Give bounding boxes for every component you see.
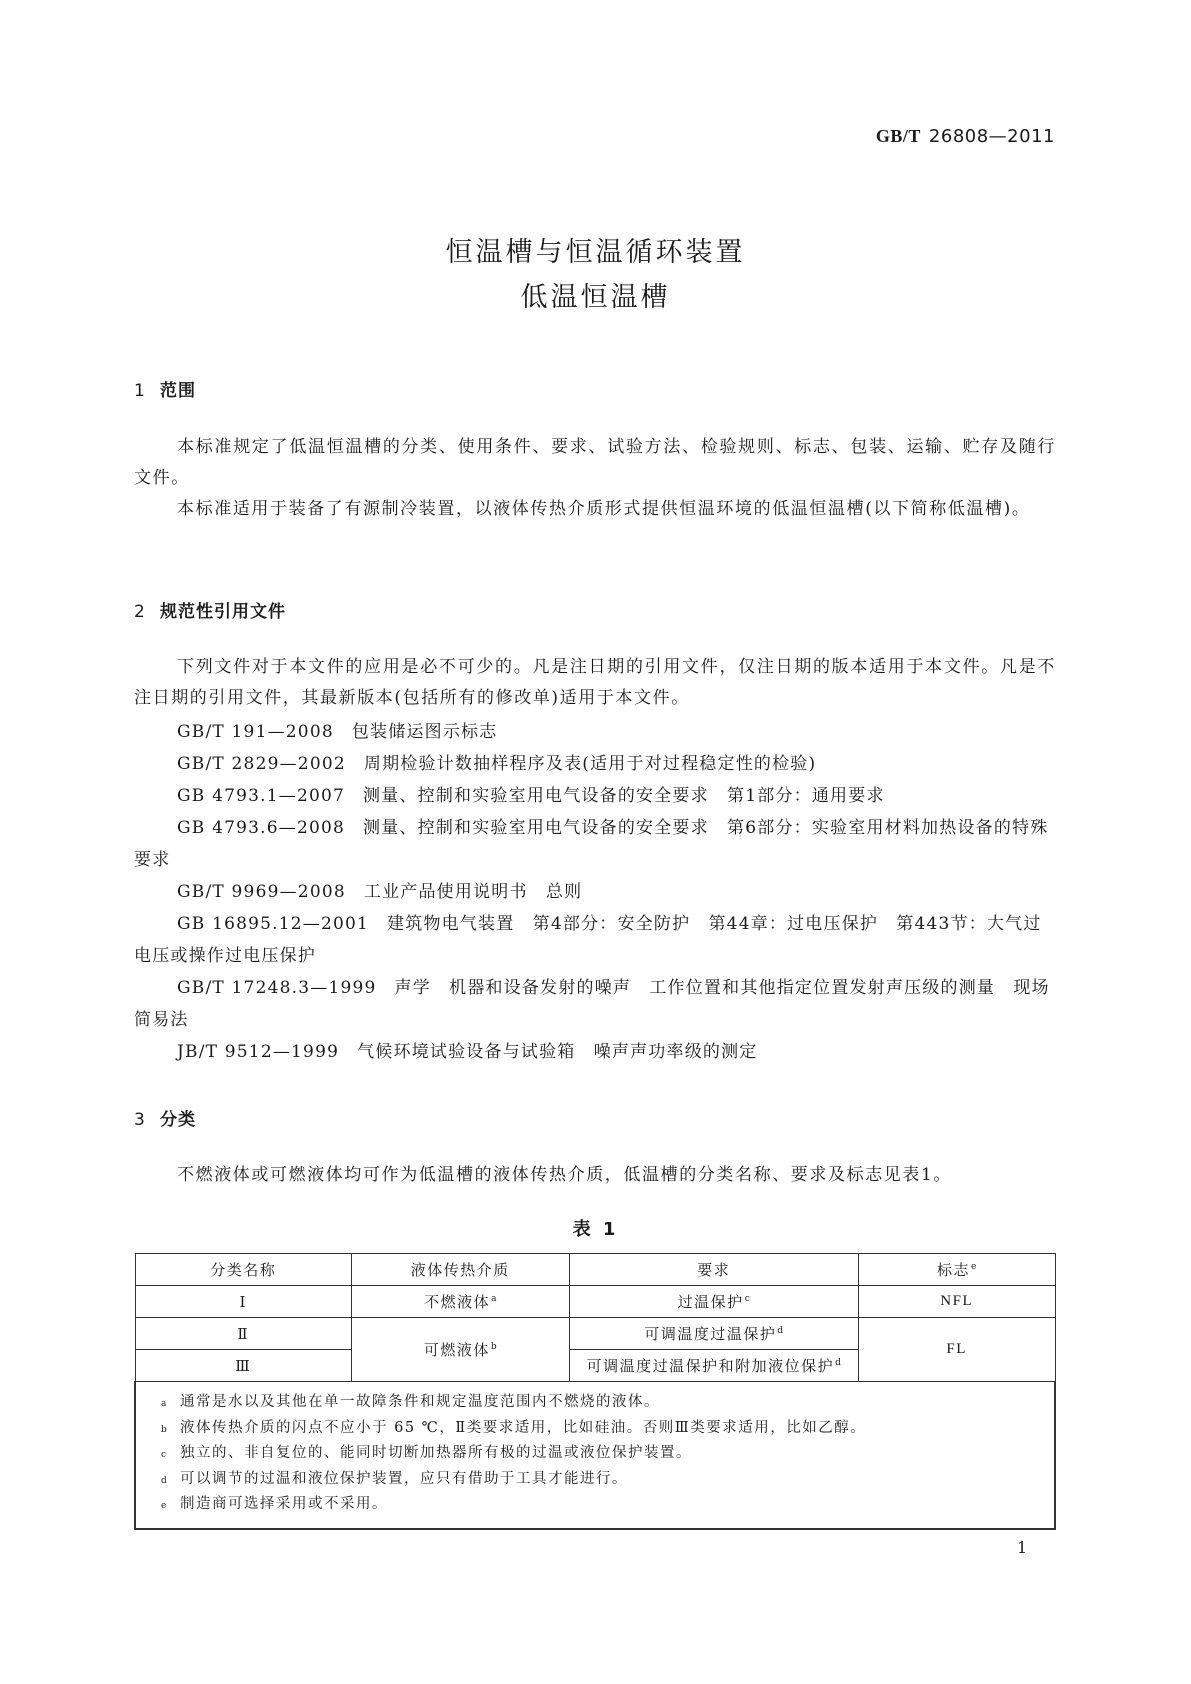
medium-cell: 不燃液体$^a$: [352, 1286, 570, 1318]
reference-code: GB 4793.1—2007: [177, 786, 346, 806]
table-note: e 制造商可选择采用或不采用。: [161, 1496, 388, 1512]
section-title: 分类: [160, 1110, 196, 1130]
reference-item: [134, 812, 1056, 876]
standard-prefix: GB/T: [875, 126, 921, 146]
requirement-cell: 可调温度过温保护$^d$: [569, 1318, 858, 1350]
reference-title: 建筑物电气装置 第4部分：安全防护 第44章：过电压保护 第443节：大气过电压或操作过电压保护: [134, 914, 1042, 966]
reference-title: 气候环境试验设备与试验箱 噪声声功率级的测定: [357, 1042, 758, 1062]
reference-code: GB 4793.6—2008: [177, 818, 346, 838]
reference-item: [134, 908, 1056, 972]
document-title-line-1: 恒温槽与恒温循环装置: [445, 237, 746, 268]
table-note: d 可以调节的过温和液位保护装置，应只有借助于工具才能进行。: [161, 1470, 628, 1487]
table-header-cell: 液体传热介质: [352, 1254, 570, 1286]
table-caption: 表 1: [572, 1219, 619, 1240]
table-row: [135, 1318, 1055, 1350]
reference-item: [134, 716, 1056, 748]
reference-code: GB/T 9969—2008: [177, 882, 346, 902]
section-number: 3: [134, 1110, 146, 1130]
reference-code: GB/T 191—2008: [177, 722, 334, 742]
reference-title: 声学 机器和设备发射的噪声 工作位置和其他指定位置发射声压级的测量 现场简易法: [134, 978, 1050, 1030]
footnote-mark: a: [491, 1294, 497, 1304]
table-header-cell: 分类名称: [135, 1254, 352, 1286]
reference-item: [134, 972, 1056, 1036]
medium-cell: 可燃液体$^b$: [352, 1318, 570, 1382]
table-note: a 通常是水以及其他在单一故障条件和规定温度范围内不燃烧的液体。: [161, 1394, 660, 1410]
section-number: 2: [134, 602, 146, 622]
mark-cell: NFL: [858, 1286, 1055, 1318]
reference-code: GB/T 17248.3—1999: [177, 978, 377, 998]
table-notes: [135, 1382, 1055, 1529]
footnote-mark: e: [971, 1262, 977, 1272]
section-number: 1: [134, 381, 146, 401]
footnote-mark: d: [777, 1326, 784, 1336]
reference-title: 测量、控制和实验室用电气设备的安全要求 第1部分：通用要求: [363, 786, 885, 806]
section-1-paragraph-1: 本标准规定了低温恒温槽的分类、使用条件、要求、试验方法、检验规则、标志、包装、运输、贮存及随行文件。: [134, 437, 1056, 488]
table-header-cell: 要求: [569, 1254, 858, 1286]
mark-cell: FL: [858, 1318, 1055, 1382]
requirement-cell: 可调温度过温保护和附加液位保护$^d$: [569, 1350, 858, 1382]
footnote-mark: b: [490, 1342, 497, 1352]
section-1-heading: [134, 376, 196, 401]
reference-code: GB 16895.12—2001: [177, 914, 370, 934]
standard-number: [0, 126, 1055, 147]
table-note: b 液体传热介质的闪点不应小于 65 ℃，Ⅱ类要求适用，比如硅油。否则Ⅲ类要求适用，比如乙醇。: [161, 1419, 867, 1436]
reference-title: 周期检验计数抽样程序及表(适用于对过程稳定性的检验): [363, 754, 817, 774]
footnote-mark: c: [744, 1294, 750, 1304]
section-2-heading: [134, 597, 286, 622]
class-cell: Ⅱ: [135, 1318, 352, 1350]
table-notes-row: [135, 1382, 1055, 1529]
section-3-heading: [134, 1105, 196, 1130]
classification-table: [134, 1253, 1056, 1530]
reference-code: GB/T 2829—2002: [177, 754, 346, 774]
document-title-line-2: 低温恒温槽: [520, 282, 671, 313]
table-header-row: [135, 1254, 1055, 1286]
reference-item: [134, 748, 1056, 780]
table-header-cell: 标志$^e$: [858, 1254, 1055, 1286]
reference-title: 包装储运图示标志: [351, 722, 498, 742]
table-row: [135, 1286, 1055, 1318]
section-2-paragraph-1: 下列文件对于本文件的应用是必不可少的。凡是注日期的引用文件，仅注日期的版本适用于本文件。凡是不注日期的引用文件，其最新版本(包括所有的修改单)适用于本文件。: [134, 657, 1056, 708]
page-number: 1: [1017, 1538, 1028, 1557]
reference-item: [134, 876, 1056, 908]
class-cell: Ⅰ: [135, 1286, 352, 1318]
section-title: 范围: [160, 381, 196, 401]
reference-title: 工业产品使用说明书 总则: [363, 882, 583, 902]
section-title: 规范性引用文件: [160, 602, 286, 622]
footnote-mark: d: [835, 1358, 841, 1368]
class-cell: Ⅲ: [135, 1350, 352, 1382]
reference-item: [134, 780, 1056, 812]
requirement-cell: 过温保护$^c$: [569, 1286, 858, 1318]
standard-code: 26808—2011: [928, 126, 1055, 147]
section-1-paragraph-2: 本标准适用于装备了有源制冷装置，以液体传热介质形式提供恒温环境的低温恒温槽(以下简称低温槽)。: [177, 499, 1031, 519]
section-3-paragraph-1: 不燃液体或可燃液体均可作为低温槽的液体传热介质，低温槽的分类名称、要求及标志见表1。: [177, 1165, 953, 1185]
reference-title: 测量、控制和实验室用电气设备的安全要求 第6部分：实验室用材料加热设备的特殊要求: [134, 818, 1049, 870]
reference-code: JB/T 9512—1999: [177, 1042, 340, 1062]
table-note: c 独立的、非自复位的、能同时切断加热器所有极的过温或液位保护装置。: [161, 1445, 692, 1461]
reference-item: [134, 1036, 1056, 1068]
